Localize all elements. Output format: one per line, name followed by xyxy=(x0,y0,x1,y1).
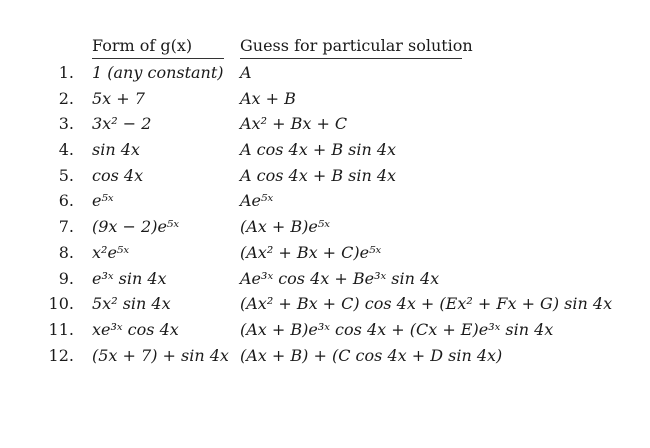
guess-cell: (Ax + B) + (C cos 4x + D sin 4x) xyxy=(240,345,503,365)
form-of-g-cell: 5x + 7 xyxy=(92,88,145,108)
guess-cell: A xyxy=(240,63,252,82)
guess-cell: A cos 4x + B sin 4x xyxy=(240,165,397,185)
form-of-g-cell: 3x² − 2 xyxy=(92,114,152,134)
form-of-g-cell: x²e⁵ˣ xyxy=(92,242,129,262)
guess-cell: (Ax² + Bx + C)e⁵ˣ xyxy=(240,242,382,262)
table-header xyxy=(48,34,638,60)
form-of-g-cell: (9x − 2)e⁵ˣ xyxy=(92,217,180,237)
form-of-g-cell: 5x² sin 4x xyxy=(92,294,171,314)
row-number: 5. xyxy=(58,165,74,185)
table-row xyxy=(48,188,638,214)
table-row xyxy=(48,343,638,369)
guess-cell: Ax + B xyxy=(240,88,296,108)
header-form-of-g: Form of g(x) xyxy=(92,36,193,55)
row-number: 12. xyxy=(48,345,74,365)
table-row xyxy=(48,163,638,189)
row-number: 11. xyxy=(48,319,74,339)
row-number: 3. xyxy=(58,114,74,134)
form-of-g-cell: e⁵ˣ xyxy=(92,191,114,211)
guess-cell: (Ax + B)e³ˣ cos 4x + (Cx + E)e³ˣ sin 4x xyxy=(240,319,554,339)
table-row xyxy=(48,214,638,240)
table-row xyxy=(48,137,638,163)
guess-cell: (Ax + B)e⁵ˣ xyxy=(240,217,330,237)
guess-cell: Ae⁵ˣ xyxy=(240,191,274,211)
table-row xyxy=(48,111,638,137)
table-row xyxy=(48,60,638,86)
guess-cell: Ae³ˣ cos 4x + Be³ˣ sin 4x xyxy=(240,268,440,288)
form-of-g-cell: sin 4x xyxy=(92,140,140,160)
table-row xyxy=(48,86,638,112)
row-number: 10. xyxy=(48,294,74,314)
row-number: 9. xyxy=(58,268,74,288)
row-number: 1. xyxy=(58,63,74,82)
row-number: 8. xyxy=(58,242,74,262)
header-form-underline xyxy=(92,58,224,59)
guess-cell: A cos 4x + B sin 4x xyxy=(240,140,397,160)
row-number: 2. xyxy=(58,88,74,108)
header-guess: Guess for particular solution xyxy=(240,36,473,55)
table-row xyxy=(48,240,638,266)
header-guess-underline xyxy=(240,58,462,59)
form-of-g-cell: e³ˣ sin 4x xyxy=(92,268,167,288)
particular-solution-table xyxy=(48,34,638,368)
form-of-g-cell: cos 4x xyxy=(92,165,144,185)
table-row xyxy=(48,266,638,292)
row-number: 4. xyxy=(58,140,74,160)
guess-cell: Ax² + Bx + C xyxy=(240,114,348,134)
form-of-g-cell: (5x + 7) + sin 4x xyxy=(92,345,229,365)
table-row xyxy=(48,291,638,317)
form-of-g-cell: 1 (any constant) xyxy=(92,63,224,82)
table-body xyxy=(48,60,638,368)
row-number: 6. xyxy=(58,191,74,211)
form-of-g-cell: xe³ˣ cos 4x xyxy=(92,319,179,339)
table-row xyxy=(48,317,638,343)
guess-cell: (Ax² + Bx + C) cos 4x + (Ex² + Fx + G) sin 4x xyxy=(240,294,613,314)
row-number: 7. xyxy=(58,217,74,237)
